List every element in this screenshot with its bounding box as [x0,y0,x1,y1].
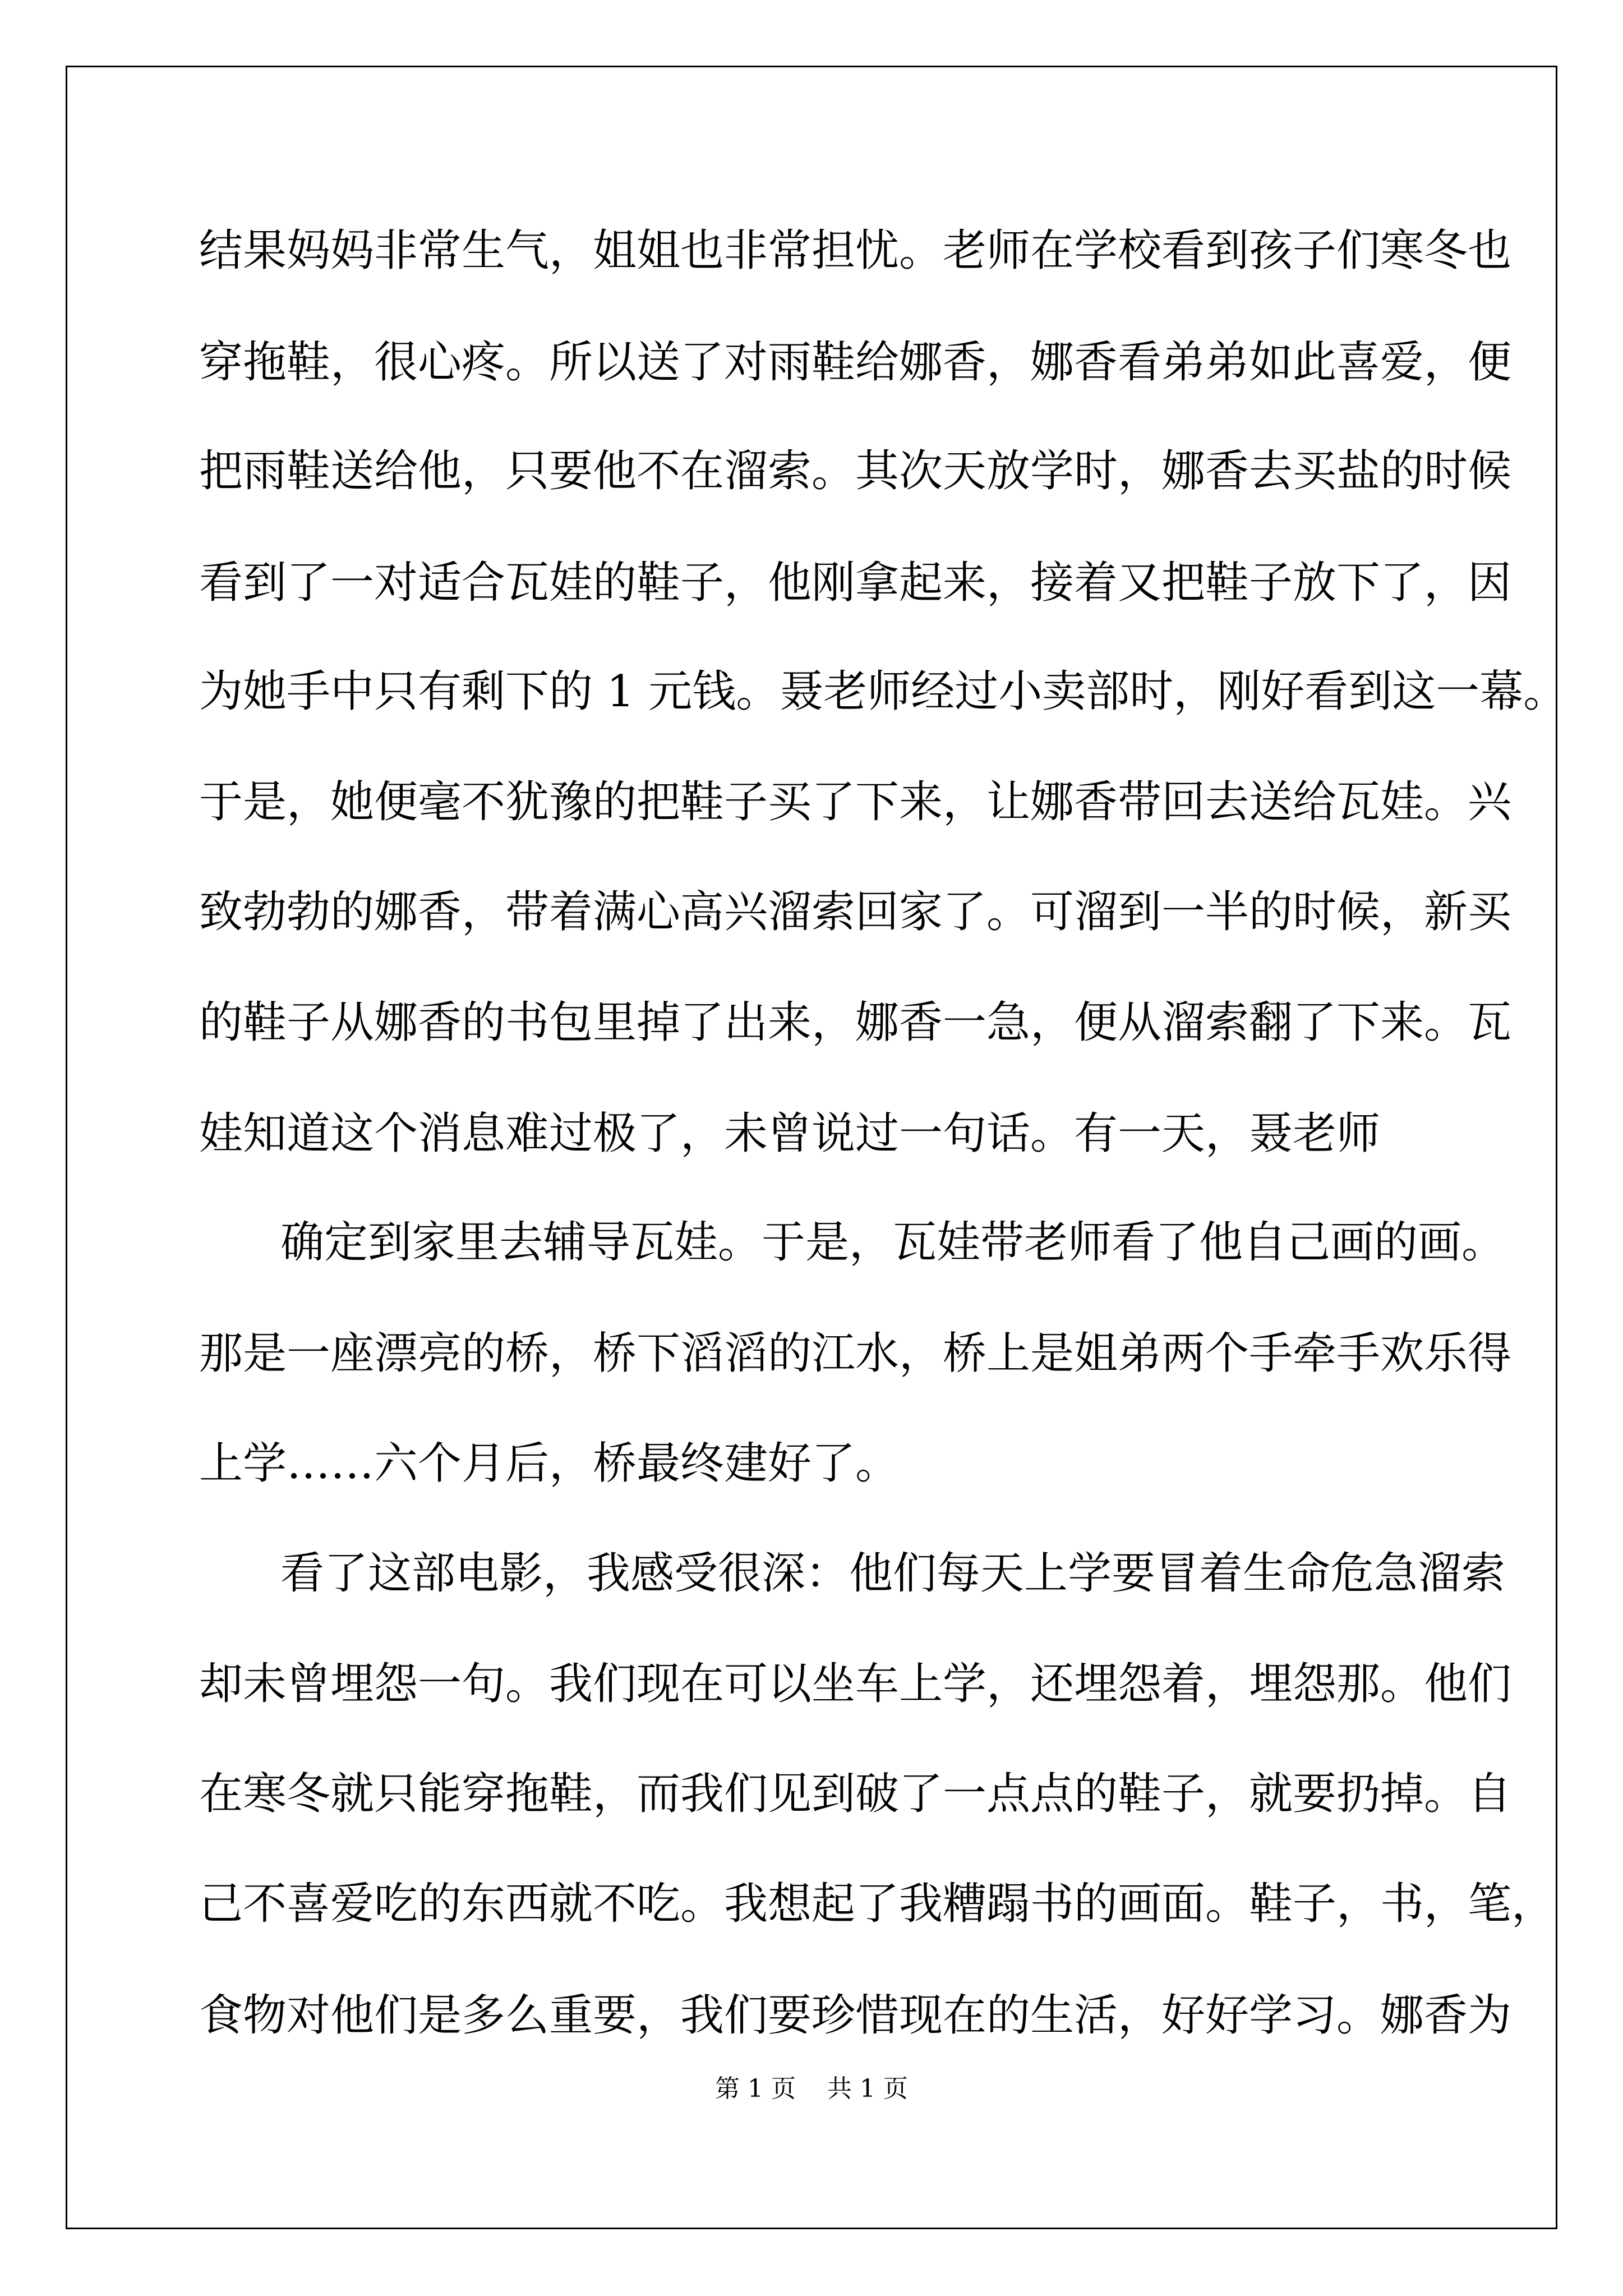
body-line-8: 的鞋子从娜香的书包里掉了出来，娜香一急，便从溜索翻了下来。瓦 [199,997,1512,1048]
body-line-2: 穿拖鞋，很心疼。所以送了对雨鞋给娜香，娜香看弟弟如此喜爱，便 [199,337,1512,388]
body-line-1: 结果妈妈非常生气，姐姐也非常担忧。老师在学校看到孩子们寒冬也 [199,226,1512,276]
body-line-5: 为她手中只有剩下的 1 元钱。聂老师经过小卖部时，刚好看到这一幕。 [199,666,1567,717]
body-line-9: 娃知道这个消息难过极了，未曾说过一句话。有一天，聂老师 [199,1108,1381,1159]
body-line-12: 上学……六个月后，桥最终建好了。 [199,1438,900,1489]
paragraph-3-first-line: 看了这部电影，我感受很深：他们每天上学要冒着生命危急溜索 [280,1548,1506,1599]
body-line-17: 食物对他们是多么重要，我们要珍惜现在的生活，好好学习。娜香为 [199,1990,1512,2041]
body-line-11: 那是一座漂亮的桥，桥下滔滔的江水，桥上是姐弟两个手牵手欢乐得 [199,1328,1512,1379]
body-line-3: 把雨鞋送给他，只要他不在溜索。其次天放学时，娜香去买盐的时候 [199,446,1512,496]
body-line-14: 却未曾埋怨一句。我们现在可以坐车上学，还埋怨着，埋怨那。他们 [199,1659,1512,1709]
page-number-footer: 第 1 页 共 1 页 [715,2074,908,2103]
paragraph-2-first-line: 确定到家里去辅导瓦娃。于是，瓦娃带老师看了他自己画的画。 [280,1217,1506,1268]
body-line-7: 致勃勃的娜香，带着满心高兴溜索回家了。可溜到一半的时候，新买 [199,887,1512,937]
body-line-6: 于是，她便毫不犹豫的把鞋子买了下来，让娜香带回去送给瓦娃。兴 [199,777,1512,827]
body-line-16: 己不喜爱吃的东西就不吃。我想起了我糟蹋书的画面。鞋子，书，笔， [199,1879,1556,1929]
body-line-15: 在寒冬就只能穿拖鞋，而我们见到破了一点点的鞋子，就要扔掉。自 [199,1769,1512,1819]
body-line-4: 看到了一对适合瓦娃的鞋子，他刚拿起来，接着又把鞋子放下了，因 [199,558,1512,608]
